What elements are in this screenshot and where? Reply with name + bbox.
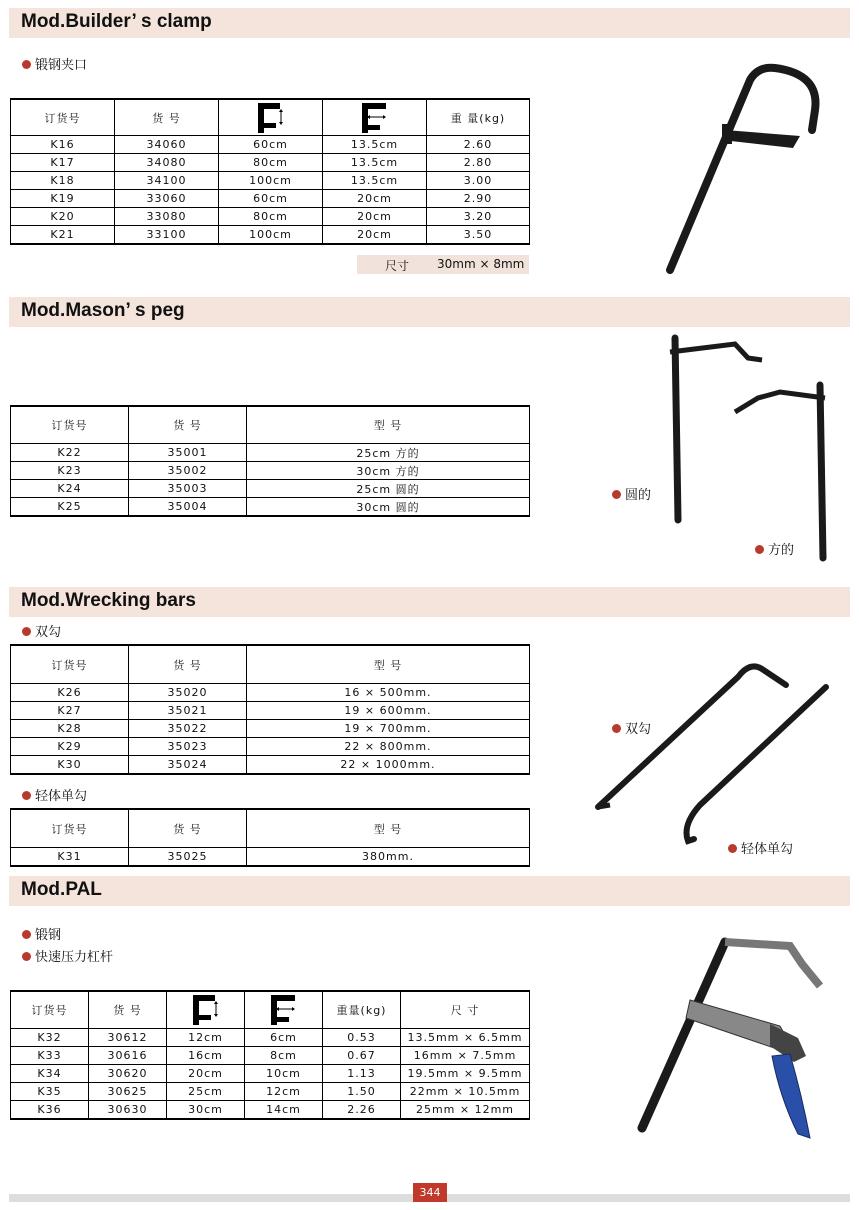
builders-clamp-table — [10, 98, 530, 245]
round-peg-label: 圆的 — [612, 484, 651, 503]
header-opening-icon — [219, 99, 323, 136]
header-item-no: 货 号 — [89, 991, 167, 1029]
cell: 35025 — [129, 848, 247, 867]
header-dimensions: 尺 寸 — [401, 991, 530, 1029]
cell: 30625 — [89, 1083, 167, 1101]
cell: K26 — [11, 684, 129, 702]
table-row — [11, 498, 530, 517]
table-row — [11, 172, 530, 190]
cell: 30cm — [167, 1101, 245, 1120]
header-order-no: 订货号 — [11, 809, 129, 848]
cell: 30620 — [89, 1065, 167, 1083]
cell: K17 — [11, 154, 115, 172]
table-row — [11, 1101, 530, 1120]
table-row — [11, 462, 530, 480]
cell: 20cm — [323, 226, 427, 245]
cell: 13.5cm — [323, 172, 427, 190]
cell: K28 — [11, 720, 129, 738]
header-order-no: 订货号 — [11, 406, 129, 444]
cell: 100cm — [219, 226, 323, 245]
cell: 35022 — [129, 720, 247, 738]
cell: 35020 — [129, 684, 247, 702]
cell: 2.26 — [323, 1101, 401, 1120]
table-row — [11, 738, 530, 756]
cell: 35004 — [129, 498, 247, 517]
clamp-depth-icon — [269, 993, 299, 1027]
cell: K36 — [11, 1101, 89, 1120]
single-hook-table — [10, 808, 530, 867]
cell: 35003 — [129, 480, 247, 498]
cell: 35001 — [129, 444, 247, 462]
pal-table — [10, 990, 530, 1120]
cell: 80cm — [219, 208, 323, 226]
single-hook-label: 轻体单勾 — [728, 838, 793, 857]
section-title: Mod.Builder’ s clamp — [21, 11, 212, 32]
double-hook-label: 双勾 — [612, 718, 651, 737]
cell: 13.5cm — [323, 136, 427, 154]
cell: 0.53 — [323, 1029, 401, 1047]
cell: 20cm — [323, 190, 427, 208]
cell: 8cm — [245, 1047, 323, 1065]
cell: 1.13 — [323, 1065, 401, 1083]
header-model: 型 号 — [247, 406, 530, 444]
cell: 2.80 — [427, 154, 530, 172]
cell: 34060 — [115, 136, 219, 154]
section-title: Mod.PAL — [21, 879, 102, 900]
cell: K21 — [11, 226, 115, 245]
cell: 35024 — [129, 756, 247, 775]
cell: 10cm — [245, 1065, 323, 1083]
cell: 12cm — [167, 1029, 245, 1047]
header-model: 型 号 — [247, 645, 530, 684]
size-value: 30mm × 8mm — [437, 257, 525, 271]
cell: 34080 — [115, 154, 219, 172]
size-label: 尺寸 — [385, 259, 410, 273]
table-row — [11, 1029, 530, 1047]
cell: K34 — [11, 1065, 89, 1083]
page-number: 344 — [413, 1183, 447, 1202]
cell: 30630 — [89, 1101, 167, 1120]
cell: K30 — [11, 756, 129, 775]
cell: K32 — [11, 1029, 89, 1047]
masons-peg-image — [660, 330, 840, 570]
table-header-row — [11, 645, 530, 684]
cell: 30cm 圆的 — [247, 498, 530, 517]
table-row — [11, 136, 530, 154]
table-row — [11, 1047, 530, 1065]
cell: K35 — [11, 1083, 89, 1101]
cell: 2.60 — [427, 136, 530, 154]
cell: 380mm. — [247, 848, 530, 867]
double-hook-bullet: 双勾 — [22, 621, 61, 640]
cell: 3.50 — [427, 226, 530, 245]
cell: 22 × 800mm. — [247, 738, 530, 756]
table-header-row — [11, 406, 530, 444]
clamp-depth-icon — [360, 101, 390, 135]
header-order-no: 订货号 — [11, 991, 89, 1029]
section-title: Mod.Wrecking bars — [21, 590, 196, 611]
cell: 12cm — [245, 1083, 323, 1101]
clamp-opening-icon — [191, 993, 221, 1027]
table-row — [11, 684, 530, 702]
cell: 25mm × 12mm — [401, 1101, 530, 1120]
section-header-wrecking-bars — [9, 587, 850, 617]
header-model: 型 号 — [247, 809, 530, 848]
cell: 16 × 500mm. — [247, 684, 530, 702]
cell: 80cm — [219, 154, 323, 172]
table-row — [11, 1065, 530, 1083]
cell: 16cm — [167, 1047, 245, 1065]
cell: 34100 — [115, 172, 219, 190]
header-item-no: 货 号 — [129, 645, 247, 684]
header-order-no: 订货号 — [11, 645, 129, 684]
header-depth-icon — [245, 991, 323, 1029]
builders-clamp-image — [650, 60, 830, 275]
section-title: Mod.Mason’ s peg — [21, 300, 185, 321]
wrecking-bars-image — [590, 655, 835, 850]
cell: K16 — [11, 136, 115, 154]
table-row — [11, 226, 530, 245]
section-header-builders-clamp — [9, 8, 850, 38]
single-hook-bullet: 轻体单勾 — [22, 785, 87, 804]
cell: 20cm — [167, 1065, 245, 1083]
cell: K25 — [11, 498, 129, 517]
table-row — [11, 208, 530, 226]
cell: 20cm — [323, 208, 427, 226]
feature-bullet: 锻钢夹口 — [22, 54, 87, 73]
table-row — [11, 720, 530, 738]
pal-clamp-image — [630, 928, 830, 1148]
cell: 19.5mm × 9.5mm — [401, 1065, 530, 1083]
wrecking-bars-table — [10, 644, 530, 775]
table-row — [11, 190, 530, 208]
cell: 19 × 600mm. — [247, 702, 530, 720]
cell: K31 — [11, 848, 129, 867]
section-header-masons-peg — [9, 297, 850, 327]
cell: 13.5cm — [323, 154, 427, 172]
header-item-no: 货 号 — [129, 406, 247, 444]
header-item-no: 货 号 — [115, 99, 219, 136]
header-order-no: 订货号 — [11, 99, 115, 136]
cell: 33080 — [115, 208, 219, 226]
table-row — [11, 1083, 530, 1101]
cell: 30612 — [89, 1029, 167, 1047]
cell: K27 — [11, 702, 129, 720]
table-row — [11, 756, 530, 775]
cell: K24 — [11, 480, 129, 498]
cell: 0.67 — [323, 1047, 401, 1065]
cell: 30616 — [89, 1047, 167, 1065]
square-peg-label: 方的 — [755, 539, 794, 558]
section-header-pal — [9, 876, 850, 906]
table-header-row — [11, 99, 530, 136]
cell: 3.20 — [427, 208, 530, 226]
table-row — [11, 848, 530, 867]
table-row — [11, 444, 530, 462]
table-header-row — [11, 809, 530, 848]
cell: 25cm 方的 — [247, 444, 530, 462]
cell: 35002 — [129, 462, 247, 480]
table-header-row — [11, 991, 530, 1029]
header-depth-icon — [323, 99, 427, 136]
cell: 6cm — [245, 1029, 323, 1047]
table-row — [11, 702, 530, 720]
cell: 22mm × 10.5mm — [401, 1083, 530, 1101]
table-row — [11, 154, 530, 172]
cell: K29 — [11, 738, 129, 756]
cell: K23 — [11, 462, 129, 480]
feature-bullet-lever: 快速压力杠杆 — [22, 946, 113, 965]
cell: 35023 — [129, 738, 247, 756]
header-weight: 重量(kg) — [323, 991, 401, 1029]
cell: 60cm — [219, 136, 323, 154]
cell: K18 — [11, 172, 115, 190]
cell: 35021 — [129, 702, 247, 720]
feature-bullet-forged: 锻钢 — [22, 924, 61, 943]
header-weight: 重 量(kg) — [427, 99, 530, 136]
table-row — [11, 480, 530, 498]
header-item-no: 货 号 — [129, 809, 247, 848]
cell: 25cm 圆的 — [247, 480, 530, 498]
cell: K20 — [11, 208, 115, 226]
masons-peg-table — [10, 405, 530, 517]
cell: K33 — [11, 1047, 89, 1065]
cell: K19 — [11, 190, 115, 208]
size-note — [357, 255, 529, 274]
cell: 16mm × 7.5mm — [401, 1047, 530, 1065]
cell: 3.00 — [427, 172, 530, 190]
cell: 14cm — [245, 1101, 323, 1120]
cell: 19 × 700mm. — [247, 720, 530, 738]
clamp-opening-icon — [256, 101, 286, 135]
cell: K22 — [11, 444, 129, 462]
cell: 13.5mm × 6.5mm — [401, 1029, 530, 1047]
cell: 60cm — [219, 190, 323, 208]
cell: 1.50 — [323, 1083, 401, 1101]
cell: 25cm — [167, 1083, 245, 1101]
cell: 100cm — [219, 172, 323, 190]
cell: 33100 — [115, 226, 219, 245]
header-opening-icon — [167, 991, 245, 1029]
cell: 22 × 1000mm. — [247, 756, 530, 775]
cell: 33060 — [115, 190, 219, 208]
cell: 30cm 方的 — [247, 462, 530, 480]
cell: 2.90 — [427, 190, 530, 208]
